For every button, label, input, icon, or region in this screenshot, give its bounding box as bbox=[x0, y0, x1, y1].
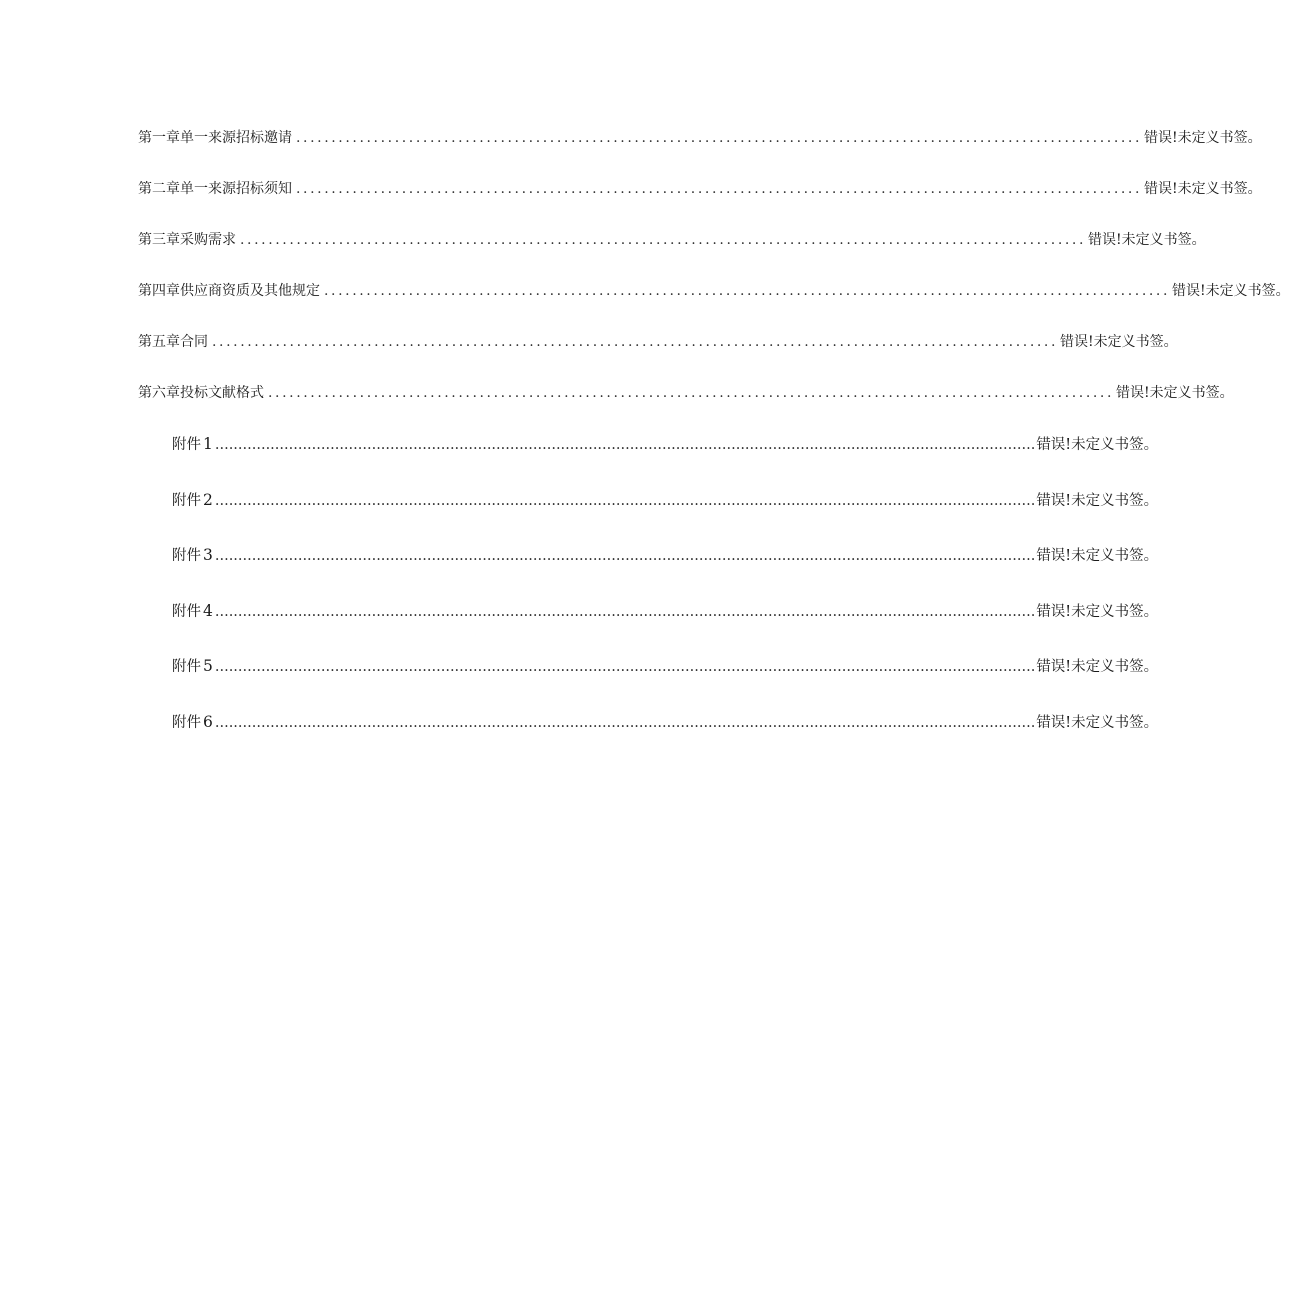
toc-entry-title: 第六章投标文献格式 bbox=[138, 385, 264, 401]
toc-dot-leader: .................................................................................................................................................................................. bbox=[214, 437, 1036, 453]
toc-entry-title bbox=[172, 434, 213, 455]
toc-entry-title bbox=[172, 545, 213, 566]
appendix-label: 附件 bbox=[172, 659, 201, 675]
toc-entry-appendix-5[interactable] bbox=[138, 656, 1159, 712]
appendix-number: 2 bbox=[203, 490, 213, 509]
toc-entry-page-ref: 错误!未定义书签。 bbox=[1088, 232, 1206, 248]
toc-entry-appendix-1[interactable] bbox=[138, 434, 1159, 490]
toc-entry-appendix-6[interactable] bbox=[138, 712, 1159, 768]
toc-entry-page-ref: 错误!未定义书签。 bbox=[1036, 659, 1159, 675]
toc-entry-page-ref: 错误!未定义书签。 bbox=[1036, 603, 1159, 620]
toc-entry-appendix-4[interactable] bbox=[138, 601, 1159, 657]
appendix-number: 5 bbox=[203, 657, 213, 675]
toc-entry-chapter-4[interactable] bbox=[138, 281, 1290, 332]
toc-entry-chapter-6[interactable] bbox=[138, 383, 1234, 434]
appendix-label: 附件 bbox=[172, 714, 201, 731]
appendix-label: 附件 bbox=[172, 603, 201, 620]
toc-entry-chapter-3[interactable] bbox=[138, 230, 1206, 281]
toc-entry-title: 第五章合同 bbox=[138, 334, 208, 350]
toc-entry-page-ref: 错误!未定义书签。 bbox=[1172, 283, 1290, 299]
toc-entry-title: 第二章单一来源招标须知 bbox=[138, 181, 292, 197]
toc-entry-title bbox=[172, 656, 213, 677]
toc-dot-leader: .................................................................................................................................................................................. bbox=[214, 548, 1036, 564]
toc-dot-leader: ........................................................................................................................ bbox=[268, 385, 1115, 401]
toc-dot-leader: .................................................................................................................................................................................. bbox=[214, 492, 1036, 509]
toc-entry-page-ref: 错误!未定义书签。 bbox=[1036, 437, 1159, 453]
appendix-number: 6 bbox=[203, 712, 213, 731]
toc-dot-leader: ........................................................................................................................ bbox=[296, 130, 1143, 146]
toc-entry-appendix-2[interactable] bbox=[138, 490, 1159, 546]
toc-dot-leader: ........................................................................................................................ bbox=[296, 181, 1143, 197]
appendix-number: 1 bbox=[203, 435, 213, 453]
toc-entry-page-ref: 错误!未定义书签。 bbox=[1144, 181, 1262, 197]
toc-entry-page-ref: 错误!未定义书签。 bbox=[1116, 385, 1234, 401]
table-of-contents bbox=[138, 128, 1290, 767]
toc-dot-leader: ........................................................................................................................ bbox=[240, 232, 1087, 248]
toc-dot-leader: .................................................................................................................................................................................. bbox=[214, 714, 1036, 731]
toc-entry-chapter-2[interactable] bbox=[138, 179, 1262, 230]
toc-entry-appendix-3[interactable] bbox=[138, 545, 1159, 601]
toc-entry-page-ref: 错误!未定义书签。 bbox=[1036, 492, 1159, 509]
toc-entry-page-ref: 错误!未定义书签。 bbox=[1036, 714, 1159, 731]
toc-entry-page-ref: 错误!未定义书签。 bbox=[1036, 548, 1159, 564]
toc-entry-title bbox=[172, 490, 213, 511]
appendix-number: 3 bbox=[203, 546, 213, 564]
toc-entry-chapter-5[interactable] bbox=[138, 332, 1178, 383]
appendix-number: 4 bbox=[203, 601, 213, 620]
toc-dot-leader: .................................................................................................................................................................................. bbox=[214, 659, 1036, 675]
toc-dot-leader: ........................................................................................................................ bbox=[212, 334, 1059, 350]
appendix-label: 附件 bbox=[172, 492, 201, 509]
toc-entry-title: 第四章供应商资质及其他规定 bbox=[138, 283, 320, 299]
toc-entry-title: 第三章采购需求 bbox=[138, 232, 236, 248]
toc-entry-chapter-1[interactable] bbox=[138, 128, 1262, 179]
toc-entry-page-ref: 错误!未定义书签。 bbox=[1144, 130, 1262, 146]
toc-dot-leader: .................................................................................................................................................................................. bbox=[214, 603, 1036, 620]
toc-entry-page-ref: 错误!未定义书签。 bbox=[1060, 334, 1178, 350]
appendix-label: 附件 bbox=[172, 437, 201, 453]
toc-entry-title: 第一章单一来源招标邀请 bbox=[138, 130, 292, 146]
toc-entry-title bbox=[172, 601, 213, 622]
appendix-label: 附件 bbox=[172, 548, 201, 564]
toc-dot-leader: ........................................................................................................................ bbox=[324, 283, 1171, 299]
toc-entry-title bbox=[172, 712, 213, 733]
